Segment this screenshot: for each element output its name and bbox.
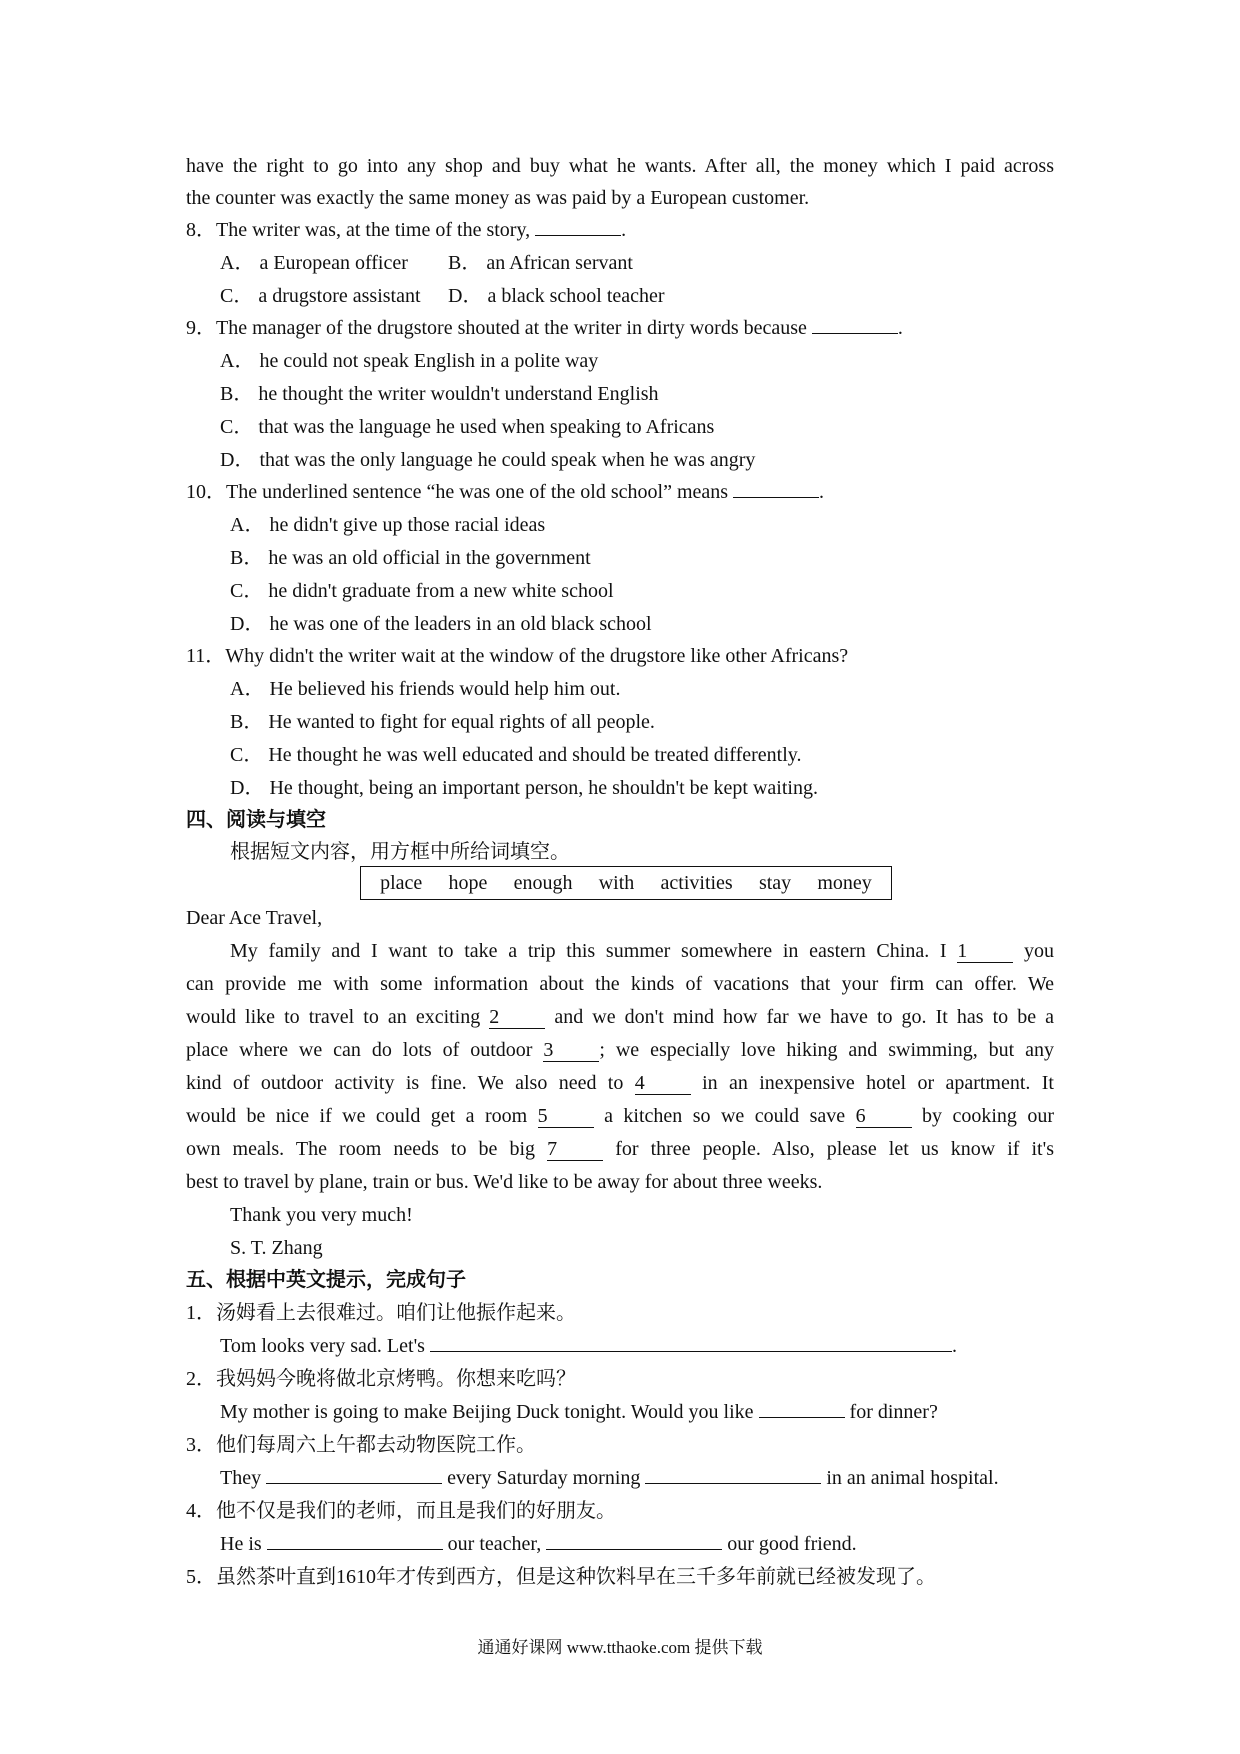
option-d: D． he was one of the leaders in an old black school [230, 613, 652, 635]
letter-signature: S. T. Zhang [230, 1237, 323, 1259]
option-c: C． he didn't graduate from a new white school [230, 580, 614, 602]
word-bank-item: hope [448, 872, 488, 894]
letter-text: would like to travel to an exciting [186, 1006, 490, 1028]
question-11-stem: 11．Why didn't the writer wait at the window of the drugstore like other Africans? [186, 645, 849, 667]
letter-text: by cooking our [911, 1105, 1055, 1127]
letter-text: a kitchen so we could save [593, 1105, 856, 1127]
letter-line [186, 1135, 1054, 1163]
question-text: 10．The underlined sentence “he was one of the old school” means [186, 481, 734, 503]
cloze-blank-4: 4 [635, 1072, 691, 1095]
letter-text: and we don't mind how far we have to go. It has to be a [545, 1006, 1054, 1028]
passage-line: have the right to go into any shop and buy what he wants. After all, the money which I paid across [186, 155, 1054, 177]
letter-text: kind of outdoor activity is fine. We also need to [186, 1072, 635, 1094]
option-a: A． he could not speak English in a polite way [220, 350, 599, 372]
cloze-blank-3: 3 [543, 1039, 599, 1062]
answer-blank [759, 1417, 845, 1418]
sentence-text: for dinner? [844, 1401, 938, 1423]
word-bank-box [360, 866, 892, 900]
answer-blank [430, 1351, 952, 1352]
word-bank-item: with [598, 872, 635, 894]
sentence-text: They [220, 1467, 267, 1489]
section-5-title: 五、根据中英文提示，完成句子 [186, 1269, 466, 1291]
question-9-stem [186, 314, 903, 342]
sentence-text: . [951, 1335, 957, 1357]
section-4-instruction: 根据短文内容，用方框中所给词填空。 [230, 841, 570, 863]
letter-text: ; we especially love hiking and swimming, but any [599, 1039, 1054, 1061]
cloze-blank-6: 6 [856, 1105, 912, 1128]
option-a: A． he didn't give up those racial ideas [230, 514, 546, 536]
translation-item-4-en [220, 1530, 857, 1558]
option-b: B． he thought the writer wouldn't understand English [220, 383, 659, 405]
translation-item-4-cn: 4．他不仅是我们的老师，而且是我们的好朋友。 [186, 1500, 616, 1522]
word-bank-item: money [817, 872, 872, 894]
answer-blank [546, 1549, 722, 1550]
letter-text: for three people. Also, please let us know if it's [603, 1138, 1054, 1160]
letter-text: own meals. The room needs to be big [186, 1138, 548, 1160]
option-c: C． a drugstore assistant [220, 285, 421, 307]
letter-line [186, 1102, 1054, 1130]
translation-item-2-en [220, 1398, 938, 1426]
cloze-blank-7: 7 [547, 1138, 603, 1161]
passage-line: the counter was exactly the same money as was paid by a European customer. [186, 187, 810, 209]
question-8-stem [186, 216, 626, 244]
letter-line [186, 1003, 1054, 1031]
sentence-text: My mother is going to make Beijing Duck tonight. Would you like [220, 1401, 759, 1423]
letter-line: best to travel by plane, train or bus. We'd like to be away for about three weeks. [186, 1171, 823, 1193]
answer-blank [266, 1483, 442, 1484]
letter-salutation: Dear Ace Travel, [186, 907, 323, 929]
translation-item-1-en [220, 1332, 957, 1360]
answer-blank [267, 1549, 443, 1550]
translation-item-2-cn: 2．我妈妈今晚将做北京烤鸭。你想来吃吗？ [186, 1368, 576, 1390]
letter-text: you [1013, 940, 1055, 962]
cloze-blank-2: 2 [489, 1006, 545, 1029]
sentence-text: He is [220, 1533, 267, 1555]
letter-line [230, 937, 1054, 965]
translation-item-3-en [220, 1464, 999, 1492]
sentence-text: Tom looks very sad. Let's [220, 1335, 430, 1357]
letter-closing: Thank you very much! [230, 1204, 413, 1226]
option-c: C． He thought he was well educated and should be treated differently. [230, 744, 802, 766]
option-a: A． a European officer [220, 252, 408, 274]
letter-text: place where we can do lots of outdoor [186, 1039, 544, 1061]
letter-text: would be nice if we could get a room [186, 1105, 538, 1127]
question-10-stem [186, 478, 824, 506]
option-b: B． He wanted to fight for equal rights of all people. [230, 711, 655, 733]
option-d: D． a black school teacher [448, 285, 665, 307]
letter-line [186, 1036, 1054, 1064]
letter-line [186, 1069, 1054, 1097]
section-4-title: 四、阅读与填空 [186, 809, 326, 831]
letter-text: in an inexpensive hotel or apartment. It [690, 1072, 1054, 1094]
word-bank-item: stay [758, 872, 792, 894]
answer-blank [812, 333, 898, 334]
page-footer: 通通好课网 www.tthaoke.com 提供下载 [477, 1638, 763, 1657]
option-b: B． an African servant [448, 252, 633, 274]
translation-item-5-cn: 5．虽然茶叶直到1610年才传到西方，但是这种饮料早在三千多年前就已经被发现了。 [186, 1566, 936, 1588]
cloze-blank-1: 1 [957, 940, 1013, 963]
word-bank-item: place [380, 872, 423, 894]
answer-blank [645, 1483, 821, 1484]
question-text: . [819, 481, 825, 503]
translation-item-3-cn: 3．他们每周六上午都去动物医院工作。 [186, 1434, 536, 1456]
translation-item-1-cn: 1．汤姆看上去很难过。咱们让他振作起来。 [186, 1302, 576, 1324]
question-text: . [897, 317, 903, 339]
option-d: D． He thought, being an important person, he shouldn't be kept waiting. [230, 777, 818, 799]
answer-blank [535, 235, 621, 236]
sentence-text: every Saturday morning [442, 1467, 646, 1489]
option-d: D． that was the only language he could speak when he was angry [220, 449, 756, 471]
option-a: A． He believed his friends would help him out. [230, 678, 621, 700]
sentence-text: in an animal hospital. [821, 1467, 999, 1489]
sentence-text: our good friend. [722, 1533, 857, 1555]
question-text: 8．The writer was, at the time of the story, [186, 219, 536, 241]
letter-text: My family and I want to take a trip this summer somewhere in eastern China. I [230, 940, 958, 962]
word-bank-item: activities [660, 872, 733, 894]
letter-line: can provide me with some information about the kinds of vacations that your firm can offer. We [186, 973, 1054, 995]
question-text: 9．The manager of the drugstore shouted at the writer in dirty words because [186, 317, 812, 339]
answer-blank [733, 497, 819, 498]
option-b: B． he was an old official in the government [230, 547, 591, 569]
sentence-text: our teacher, [442, 1533, 547, 1555]
cloze-blank-5: 5 [538, 1105, 594, 1128]
word-bank-item: enough [513, 872, 573, 894]
option-c: C． that was the language he used when speaking to Africans [220, 416, 715, 438]
question-text: . [621, 219, 627, 241]
